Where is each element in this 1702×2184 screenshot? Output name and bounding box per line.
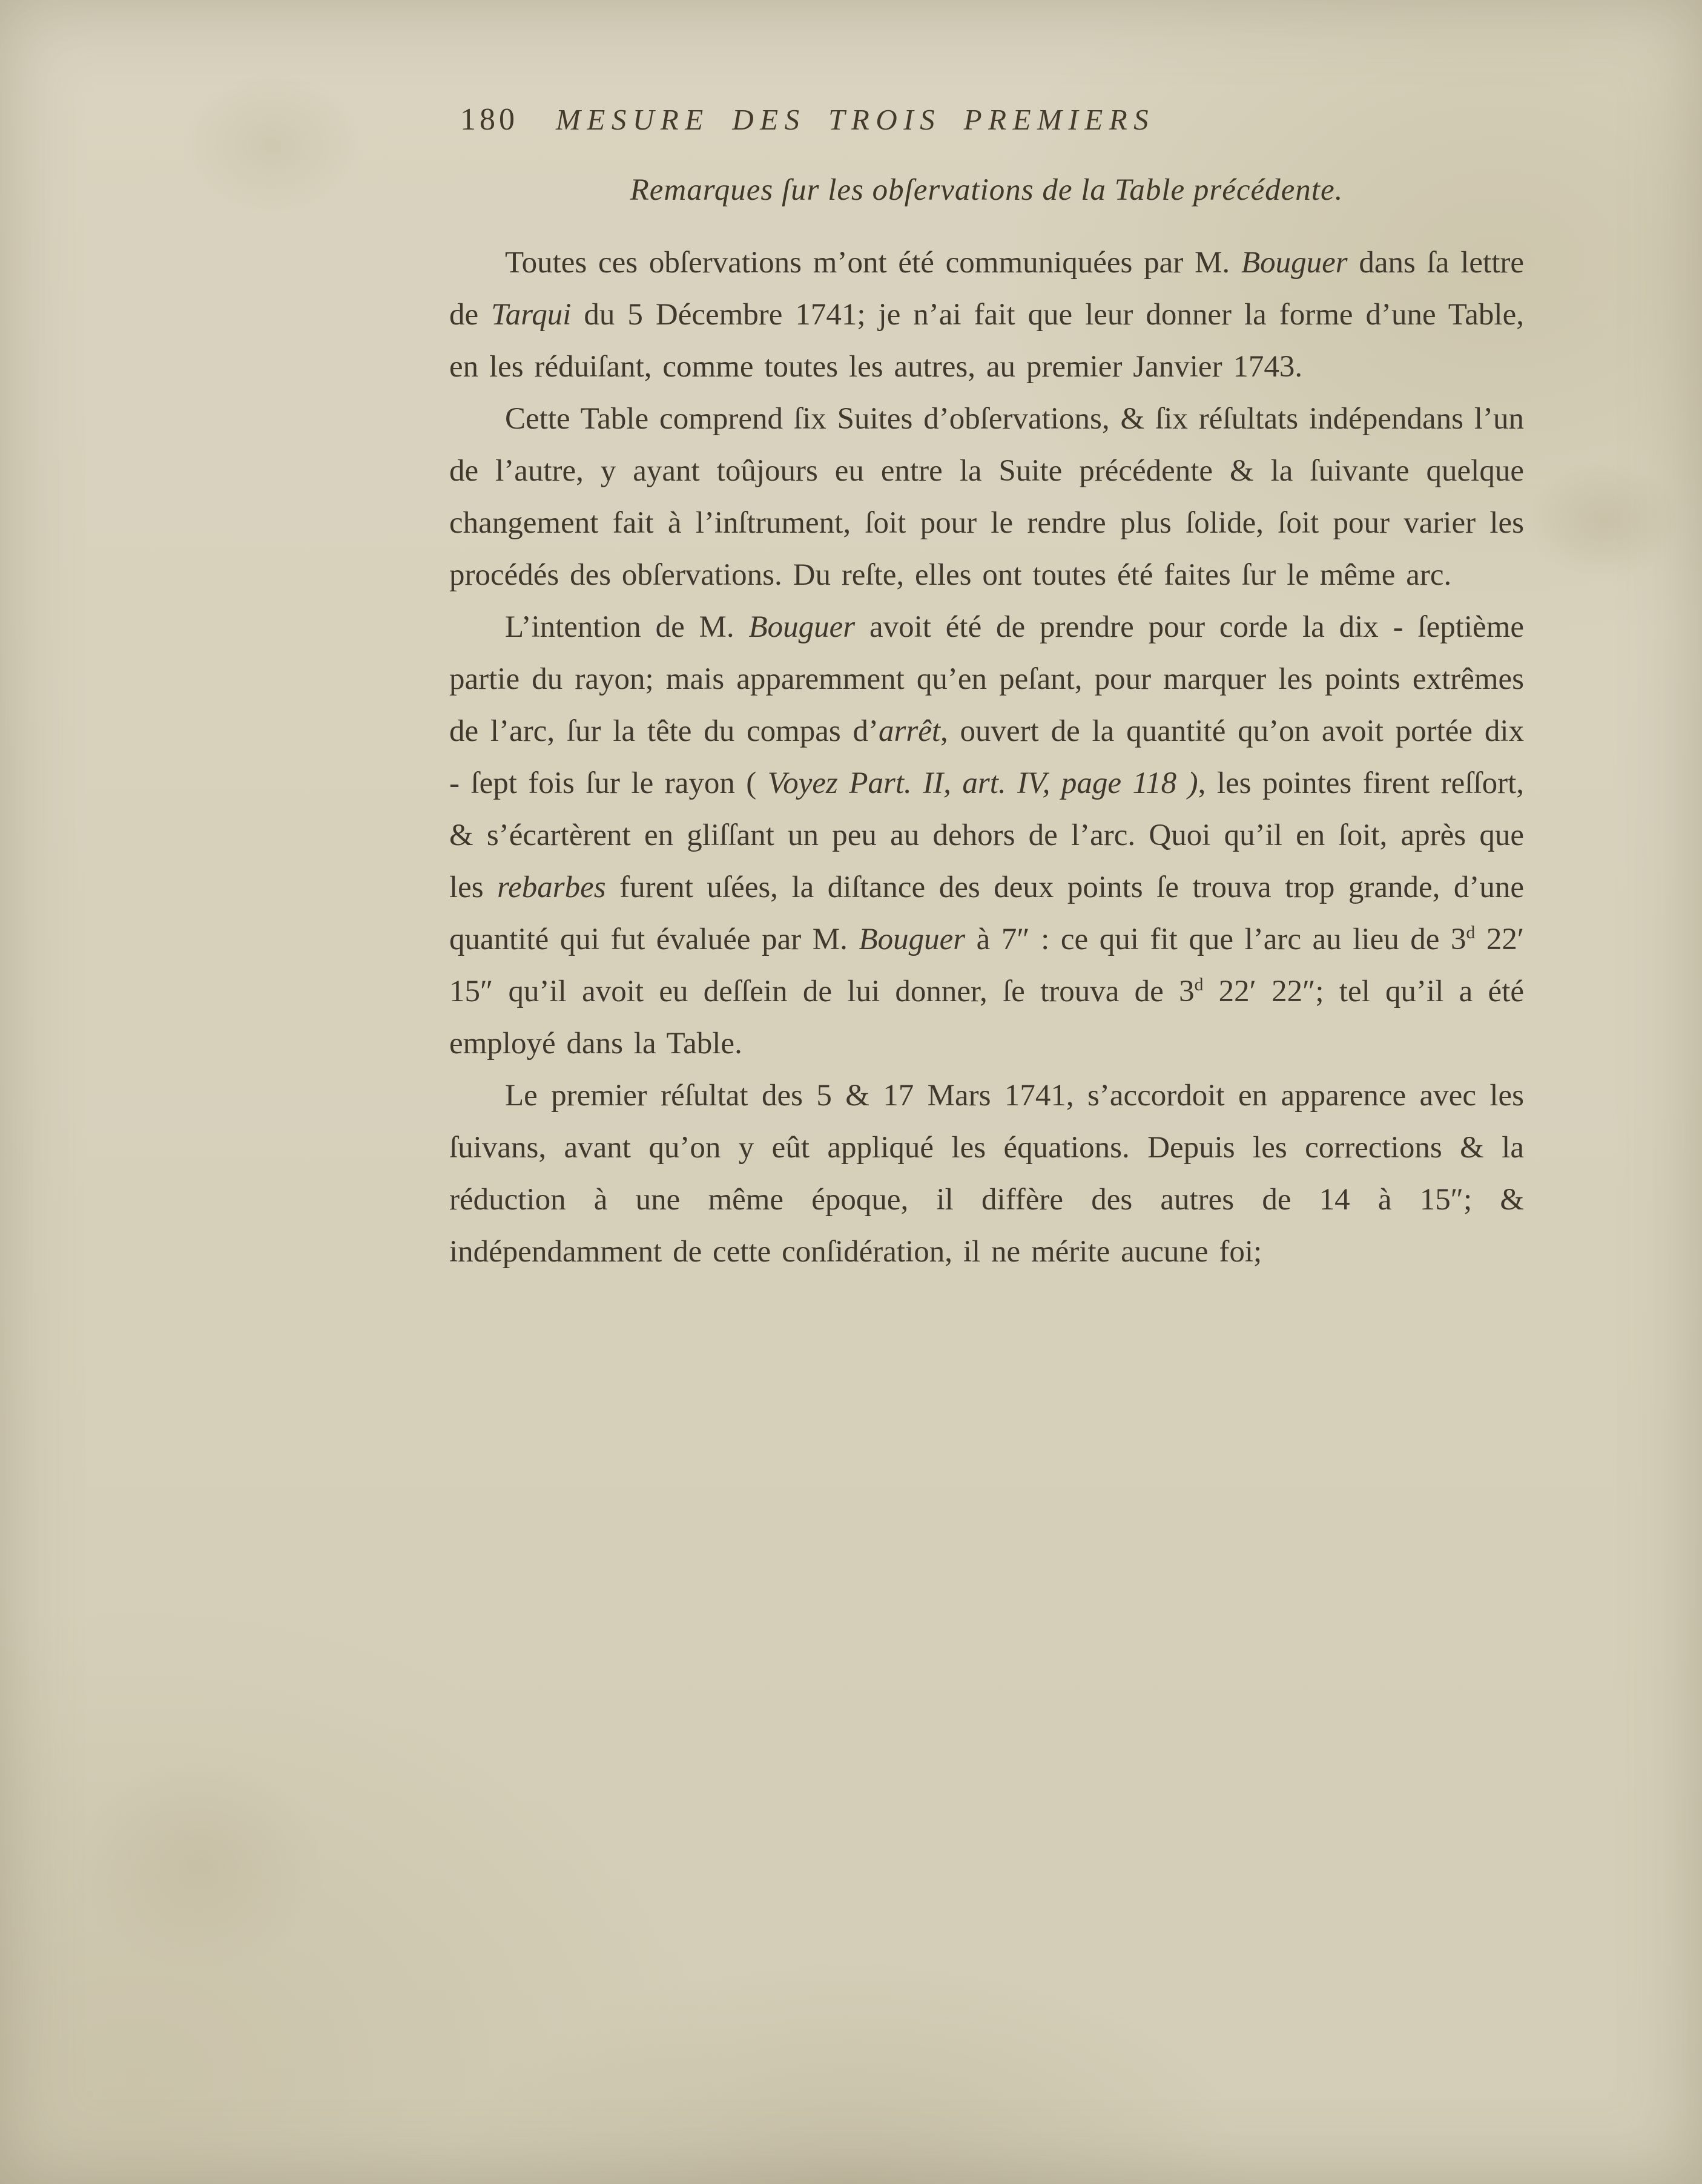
section-heading: Remarques ſur les obſervations de la Table précédente. [630, 173, 1344, 207]
paper-stain [182, 73, 363, 218]
paragraph-2: Cette Table comprend ſix Suites d’obſervations, & ſix réſultats indépendans l’un de l’autre, y ayant toûjours eu entre la Suite précédente & la ſuivante quelque changement fait à l’inſtrument, ſoit pour le rendre plus ſolide, ſoit pour varier les procédés des obſervations. Du reſte, elles ont toutes été faites ſur le même arc. [449, 402, 1524, 592]
running-title: MESURE DES TROIS PREMIERS [556, 103, 1155, 136]
paper-stain [1526, 460, 1683, 581]
book-page [449, 102, 1524, 1278]
running-header [460, 102, 1524, 137]
paragraph-3: L’intention de M. Bouguer avoit été de prendre pour corde la dix - ſeptième partie du rayon; mais apparemment qu’en peſant, pour marquer les points extrêmes de l’arc, ſur la tête du compas d’arrêt, ouvert de la quantité qu’on avoit portée dix - ſept fois ſur le rayon ( Voyez Part. II, art. IV, page 118 ), les pointes firent reſſort, & s’écartèrent en gliſſant un peu au dehors de l’arc. Quoi qu’il en ſoit, après que les rebarbes furent uſées, la diſtance des deux points ſe trouva trop grande, d’une quantité qui fut évaluée par M. Bouguer à 7″ : ce qui fit que l’arc au lieu de 3$^d$ 22′ 15″ qu’il avoit eu deſſein de lui donner, ſe trouva de 3$^d$ 22′ 22″; tel qu’il a été employé dans la Table. [449, 610, 1525, 1061]
body-text [449, 237, 1524, 1278]
paper-stain [73, 1755, 327, 1973]
paragraph-1: Toutes ces obſervations m’ont été communiquées par M. Bouguer dans ſa lettre de Tarqui du 5 Décembre 1741; je n’ai fait que leur donner la forme d’une Table, en les réduiſant, comme toutes les autres, au premier Janvier 1743. [449, 246, 1524, 384]
paragraph-4: Le premier réſultat des 5 & 17 Mars 1741, s’accordoit en apparence avec les ſuivans, avant qu’on y eût appliqué les équations. Depuis les corrections & la réduction à une même époque, il diffère des autres de 14 à 15″; & indépendamment de cette conſidération, il ne mérite aucune foi; [449, 1079, 1524, 1269]
page-number: 180 [460, 102, 518, 137]
